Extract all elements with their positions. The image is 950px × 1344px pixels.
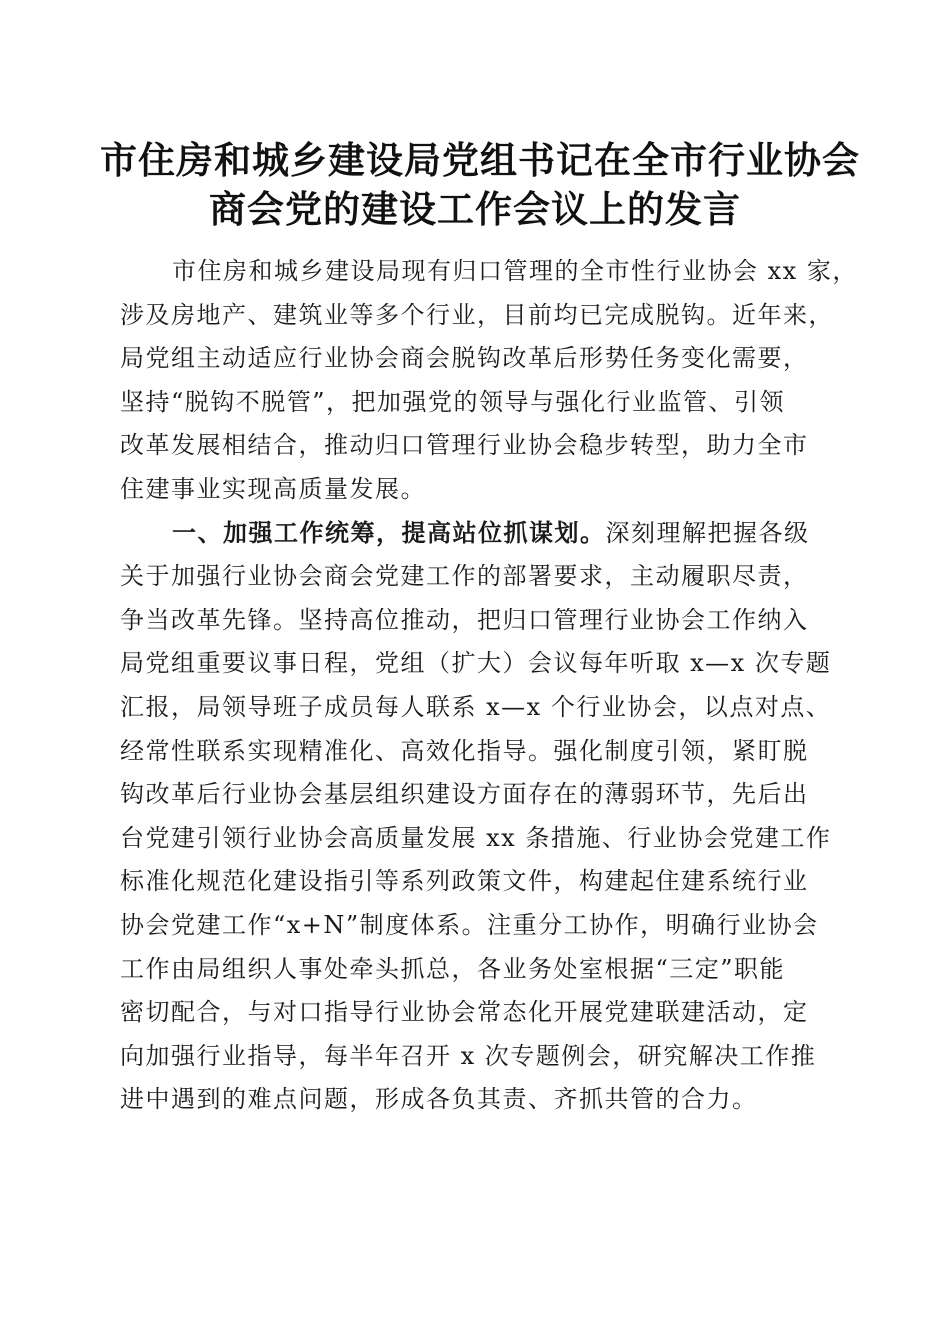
- section-1-line: 工作由局组织人事处牵头抓总，各业务处室根据“三定”职能: [120, 954, 786, 983]
- section-1-line: 争当改革先锋。坚持高位推动，把归口管理行业协会工作纳入: [120, 605, 809, 634]
- intro-line: 坚持“脱钩不脱管”，把加强党的领导与强化行业监管、引领: [120, 387, 786, 416]
- document-title: [100, 136, 860, 234]
- title-line-1: 市住房和城乡建设局党组书记在全市行业协会: [100, 138, 860, 182]
- section-1-line: 标准化规范化建设指引等系列政策文件，构建起住建系统行业: [120, 867, 809, 896]
- section-1-line: 进中遇到的难点问题，形成各负其责、齐抓共管的合力。: [120, 1085, 758, 1114]
- intro-line: 局党组主动适应行业协会商会脱钩改革后形势任务变化需要，: [120, 344, 809, 373]
- section-1-first-line-text: 深刻理解把握各级: [605, 518, 810, 547]
- intro-line: 涉及房地产、建筑业等多个行业，目前均已完成脱钩。近年来，: [120, 300, 834, 329]
- section-1-line: 局党组重要议事日程，党组（扩大）会议每年听取 x—x 次专题: [120, 649, 832, 678]
- section-1-first-line: [120, 512, 836, 556]
- section-1-heading: 一、加强工作统筹，提高站位抓谋划。: [172, 518, 606, 547]
- document-body: [120, 250, 858, 1122]
- intro-line: 改革发展相结合，推动归口管理行业协会稳步转型，助力全市: [120, 431, 809, 460]
- section-1-line: 向加强行业指导，每半年召开 x 次专题例会，研究解决工作推: [120, 1041, 817, 1070]
- section-1-line: 汇报，局领导班子成员每人联系 x—x 个行业协会，以点对点、: [120, 692, 832, 721]
- title-line-2: 商会党的建设工作会议上的发言: [209, 187, 741, 231]
- section-1-paragraph: [120, 512, 836, 1122]
- section-1-line: 关于加强行业协会商会党建工作的部署要求，主动履职尽责，: [120, 562, 809, 591]
- section-1-line: 经常性联系实现精准化、高效化指导。强化制度引领，紧盯脱: [120, 736, 809, 765]
- intro-paragraph: [120, 250, 858, 512]
- intro-line: 市住房和城乡建设局现有归口管理的全市性行业协会 xx 家，: [172, 257, 858, 285]
- section-1-line: 密切配合，与对口指导行业协会常态化开展党建联建活动，定: [120, 998, 809, 1027]
- section-1-line: 钩改革后行业协会基层组织建设方面存在的薄弱环节，先后出: [120, 780, 809, 809]
- section-1-line: 台党建引领行业协会高质量发展 xx 条措施、行业协会党建工作: [120, 823, 832, 852]
- intro-line: 住建事业实现高质量发展。: [120, 474, 426, 503]
- section-1-line: 协会党建工作“x+N”制度体系。注重分工协作，明确行业协会: [120, 910, 819, 939]
